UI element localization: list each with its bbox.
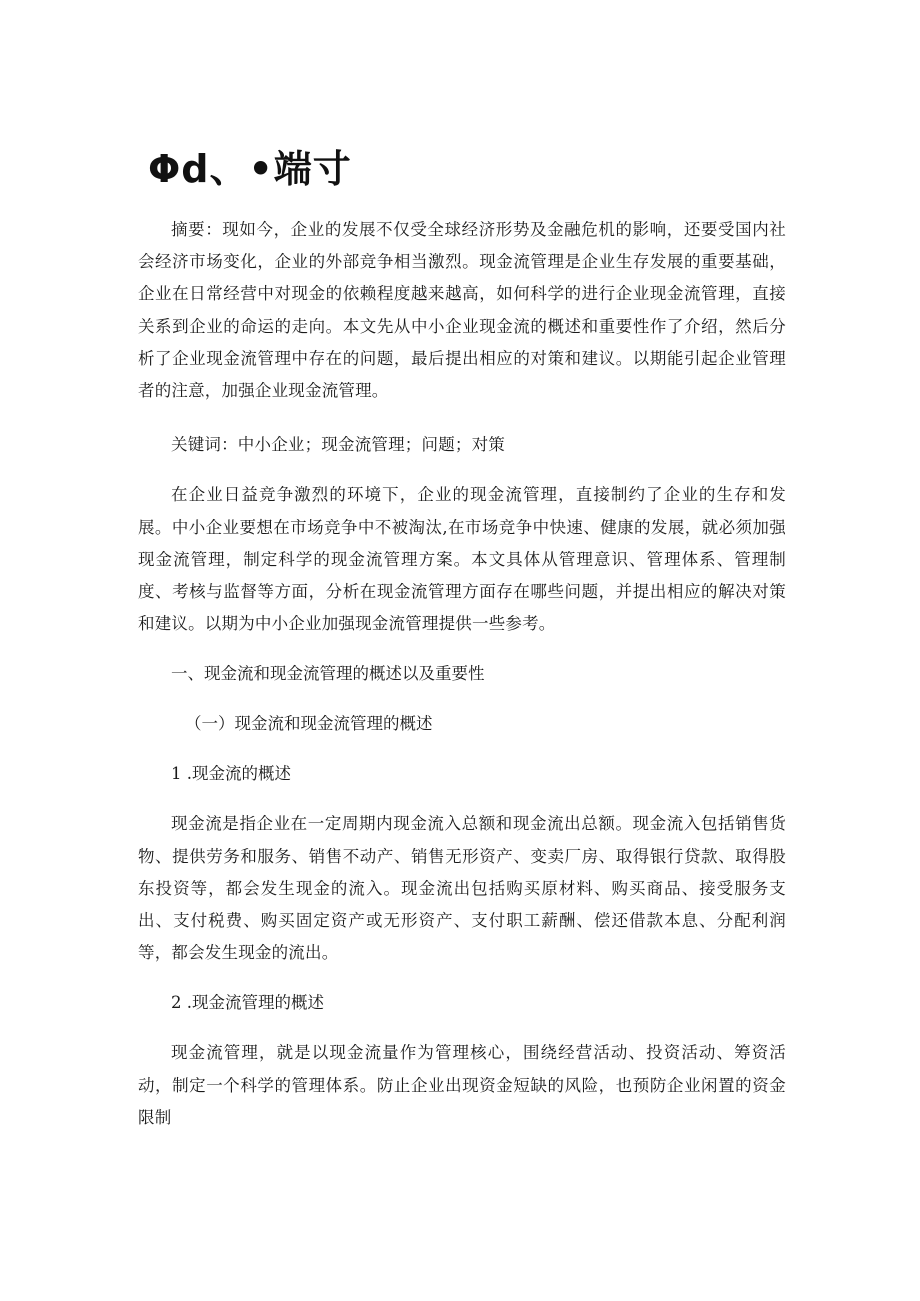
item-heading-cash-flow: 1 .现金流的概述	[171, 764, 291, 784]
item-heading-cash-flow-management: 2 .现金流管理的概述	[171, 993, 324, 1013]
subsection-heading: （一）现金流和现金流管理的概述	[185, 714, 433, 734]
keywords-line: 关键词：中小企业；现金流管理；问题；对策	[171, 435, 505, 455]
section-heading: 一、现金流和现金流管理的概述以及重要性	[171, 664, 485, 684]
document-body	[138, 214, 786, 1134]
abstract-paragraph: 摘要：现如今，企业的发展不仅受全球经济形势及金融危机的影响，还要受国内社会经济市场变化，企业的外部竞争相当激烈。现金流管理是企业生存发展的重要基础，企业在日常经营中对现金的依赖程度越来越高，如何科学的进行企业现金流管理，直接关系到企业的命运的走向。本文先从中小企业现金流的概述和重要性作了介绍，然后分析了企业现金流管理中存在的问题，最后提出相应的对策和建议。以期能引起企业管理者的注意，加强企业现金流管理。	[138, 220, 786, 401]
intro-paragraph: 在企业日益竞争激烈的环境下，企业的现金流管理，直接制约了企业的生存和发展。中小企业要想在市场竞争中不被淘汰,在市场竞争中快速、健康的发展，就必须加强现金流管理，制定科学的现金流管理方案。本文具体从管理意识、管理体系、管理制度、考核与监督等方面，分析在现金流管理方面存在哪些问题，并提出相应的解决对策和建议。以期为中小企业加强现金流管理提供一些参考。	[138, 485, 786, 634]
cash-flow-paragraph: 现金流是指企业在一定周期内现金流入总额和现金流出总额。现金流入包括销售货物、提供劳务和服务、销售不动产、销售无形资产、变卖厂房、取得银行贷款、取得股东投资等，都会发生现金的流入。现金流出包括购买原材料、购买商品、接受服务支出、支付税费、购买固定资产或无形资产、支付职工薪酬、偿还借款本息、分配利润等，都会发生现金的流出。	[138, 814, 786, 963]
cash-flow-management-paragraph: 现金流管理，就是以现金流量作为管理核心，围绕经营活动、投资活动、筹资活动，制定一个科学的管理体系。防止企业出现资金短缺的风险，也预防企业闲置的资金限制	[138, 1043, 786, 1127]
document-title: Φd、•端寸	[148, 147, 352, 191]
